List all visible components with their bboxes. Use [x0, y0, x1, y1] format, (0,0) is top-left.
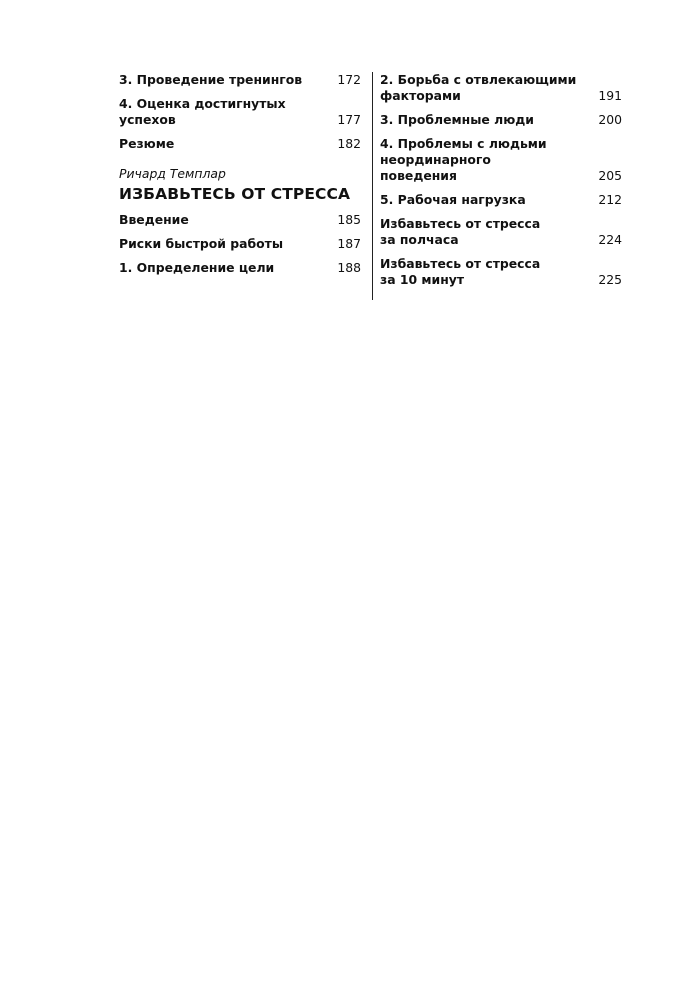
book-title: ИЗБАВЬТЕСЬ ОТ СТРЕССА [119, 185, 351, 203]
toc-entry [380, 112, 622, 128]
column-divider [372, 72, 373, 300]
toc-entry [119, 72, 361, 88]
toc-entry-title: 3. Проблемные люди [380, 112, 534, 127]
toc-entry [119, 136, 361, 152]
toc-entry-page: 224 [598, 232, 622, 247]
toc-entry-page: 182 [337, 136, 361, 151]
toc-entry-title: 2. Борьба с отвлекающими факторами [380, 72, 577, 103]
toc-entry-title: 5. Рабочая нагрузка [380, 192, 526, 207]
toc-entry-page: 177 [337, 112, 361, 127]
toc-entry-page: 187 [337, 236, 361, 251]
toc-entry-title: Введение [119, 212, 189, 227]
toc-entry-title: 4. Проблемы с людьми неординарного поведения [380, 136, 547, 183]
toc-entry [380, 136, 622, 184]
toc-entry [119, 260, 361, 276]
toc-entry [380, 72, 622, 104]
author-name: Ричард Темплар [119, 166, 226, 181]
toc-entry-title: Избавьтесь от стресса за 10 минут [380, 256, 541, 287]
toc-entry [380, 256, 622, 288]
toc-entry-page: 212 [598, 192, 622, 207]
toc-entry-page: 191 [598, 88, 622, 103]
toc-entry [119, 96, 361, 128]
toc-entry-title: 1. Определение цели [119, 260, 275, 275]
toc-entry-title: Избавьтесь от стресса за полчаса [380, 216, 541, 247]
toc-entry [119, 236, 361, 252]
toc-entry-title: 3. Проведение тренингов [119, 72, 303, 87]
toc-entry-title: Риски быстрой работы [119, 236, 284, 251]
toc-entry [119, 212, 361, 228]
toc-entry-page: 225 [598, 272, 622, 287]
toc-entry [380, 216, 622, 248]
toc-left-column [119, 72, 361, 276]
toc-entry [380, 192, 622, 208]
toc-entry-page: 188 [337, 260, 361, 275]
toc-entry-page: 205 [598, 168, 622, 183]
toc-entry-title: 4. Оценка достигнутых успехов [119, 96, 286, 127]
toc-entry-page: 172 [337, 72, 361, 87]
toc-entry-page: 200 [598, 112, 622, 127]
toc-entry-page: 185 [337, 212, 361, 227]
toc-entry-title: Резюме [119, 136, 175, 151]
toc-right-column [380, 72, 622, 288]
